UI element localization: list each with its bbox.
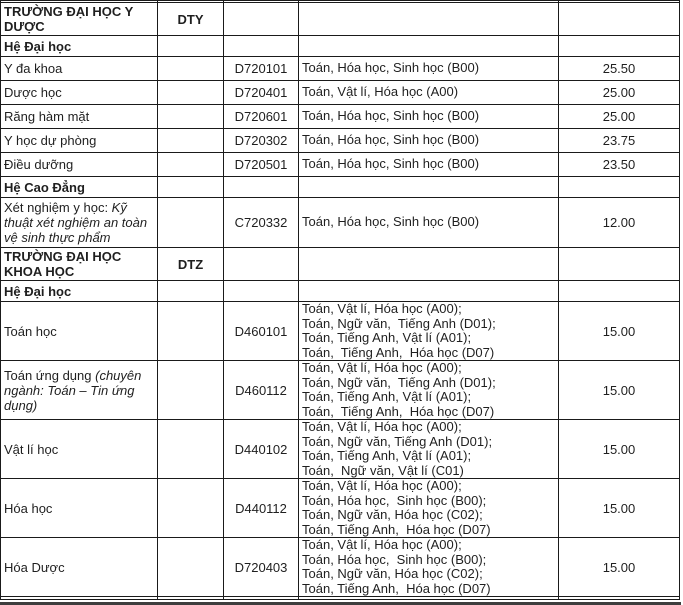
table-row-university bbox=[1, 3, 680, 36]
major-name-cell: Điều dưỡng bbox=[1, 153, 158, 177]
subject-combo-line: Toán, Ngữ văn, Hóa học (C02); bbox=[302, 507, 483, 522]
major-name-cell: Hóa học bbox=[1, 479, 158, 538]
table-row-major bbox=[1, 129, 680, 153]
subject-combo-line: Toán, Vật lí, Hóa học (A00); bbox=[302, 360, 462, 375]
subject-combos-cell bbox=[299, 538, 559, 597]
empty-cell bbox=[1, 597, 158, 600]
score-cell: 25.00 bbox=[559, 81, 680, 105]
subject-combo-line: Toán, Hóa học, Sinh học (B00) bbox=[302, 156, 480, 172]
table-row-university bbox=[1, 248, 680, 281]
major-code-cell: D460112 bbox=[224, 361, 299, 420]
score-cell: 12.00 bbox=[559, 198, 680, 248]
table-row-major bbox=[1, 57, 680, 81]
subject-combos-cell bbox=[299, 3, 559, 36]
empty-cell bbox=[559, 36, 680, 57]
subject-combo-line: Toán, Ngữ văn, Vật lí (C01) bbox=[302, 462, 464, 478]
score-cell: 25.00 bbox=[559, 105, 680, 129]
major-name-italic: (chuyên ngành: Toán – Tin ứng dụng) bbox=[4, 367, 142, 413]
major-code-cell: D720501 bbox=[224, 153, 299, 177]
university-code-cell: DTY bbox=[158, 3, 224, 36]
subject-combos-cell bbox=[299, 57, 559, 81]
major-name-cell bbox=[1, 198, 158, 248]
subject-combo-line: Toán, Hóa học, Sinh học (B00) bbox=[302, 132, 480, 148]
table-row-section bbox=[1, 177, 680, 198]
subject-combos-cell bbox=[299, 420, 559, 479]
university-code-cell bbox=[158, 81, 224, 105]
empty-cell bbox=[299, 177, 559, 198]
score-cell bbox=[559, 3, 680, 36]
table-row-section bbox=[1, 281, 680, 302]
subject-combo-line: Toán, Tiếng Anh, Vật lí (A01); bbox=[302, 448, 472, 463]
subject-combo-line: Toán, Ngữ văn, Tiếng Anh (D01); bbox=[302, 315, 496, 331]
score-cell bbox=[559, 248, 680, 281]
major-code-cell: D720302 bbox=[224, 129, 299, 153]
empty-cell bbox=[158, 281, 224, 302]
empty-cell bbox=[224, 597, 299, 600]
score-cell: 23.75 bbox=[559, 129, 680, 153]
major-code-cell: D720401 bbox=[224, 81, 299, 105]
university-name-cell: TRƯỜNG ĐẠI HỌC Y DƯỢC bbox=[1, 3, 158, 36]
table-row-cutoff-bottom bbox=[1, 597, 680, 600]
subject-combo-line: Toán, Hóa học, Sinh học (B00) bbox=[302, 60, 480, 76]
table-row-major bbox=[1, 198, 680, 248]
major-code-cell: D440102 bbox=[224, 420, 299, 479]
university-code-cell bbox=[158, 129, 224, 153]
table-row-major bbox=[1, 302, 680, 361]
subject-combo-line: Toán, Tiếng Anh, Vật lí (A01); bbox=[302, 389, 472, 404]
table-row-major bbox=[1, 361, 680, 420]
subject-combos-cell bbox=[299, 198, 559, 248]
table-row-section bbox=[1, 36, 680, 57]
empty-cell bbox=[299, 36, 559, 57]
university-code-cell: DTZ bbox=[158, 248, 224, 281]
score-cell: 15.00 bbox=[559, 302, 680, 361]
major-name-cell: Toán học bbox=[1, 302, 158, 361]
subject-combo-line: Toán, Tiếng Anh, Hóa học (D07) bbox=[302, 580, 491, 596]
subject-combo-line: Toán, Tiếng Anh, Hóa học (D07) bbox=[302, 521, 491, 537]
major-name-italic: Kỹ thuật xét nghiệm an toàn vệ sinh thực phẩm bbox=[4, 200, 148, 245]
subject-combo-line: Toán, Vật lí, Hóa học (A00); bbox=[302, 537, 462, 552]
university-code-cell bbox=[158, 538, 224, 597]
subject-combo-line: Toán, Tiếng Anh, Hóa học (D07) bbox=[302, 344, 495, 360]
table-row-major bbox=[1, 479, 680, 538]
empty-cell bbox=[158, 177, 224, 198]
major-name-cell: Y học dự phòng bbox=[1, 129, 158, 153]
subject-combo-line: Toán, Tiếng Anh, Vật lí (A01); bbox=[302, 330, 472, 345]
subject-combo-line: Toán, Ngữ văn, Hóa học (C02); bbox=[302, 566, 483, 581]
score-cell: 23.50 bbox=[559, 153, 680, 177]
subject-combo-line: Toán, Hóa học, Sinh học (B00) bbox=[302, 214, 480, 230]
subject-combo-line: Toán, Vật lí, Hóa học (A00) bbox=[302, 84, 459, 100]
section-name-cell: Hệ Đại học bbox=[1, 281, 158, 302]
university-code-cell bbox=[158, 153, 224, 177]
major-name-cell bbox=[1, 361, 158, 420]
subject-combos-cell bbox=[299, 479, 559, 538]
subject-combo-line: Toán, Ngữ văn, Tiếng Anh (D01); bbox=[302, 433, 493, 449]
table-row-major bbox=[1, 105, 680, 129]
subject-combo-line: Toán, Vật lí, Hóa học (A00); bbox=[302, 301, 462, 316]
major-code-cell: D720601 bbox=[224, 105, 299, 129]
table-row-major bbox=[1, 81, 680, 105]
subject-combos-cell bbox=[299, 129, 559, 153]
empty-cell bbox=[158, 597, 224, 600]
empty-cell bbox=[224, 36, 299, 57]
table-row-major bbox=[1, 153, 680, 177]
subject-combo-line: Toán, Hóa học, Sinh học (B00) bbox=[302, 108, 480, 124]
subject-combos-cell bbox=[299, 361, 559, 420]
score-cell: 15.00 bbox=[559, 479, 680, 538]
subject-combo-line: Toán, Vật lí, Hóa học (A00); bbox=[302, 478, 462, 493]
section-name-cell: Hệ Cao Đẳng bbox=[1, 177, 158, 198]
major-name-cell: Y đa khoa bbox=[1, 57, 158, 81]
empty-cell bbox=[224, 177, 299, 198]
subject-combos-cell bbox=[299, 81, 559, 105]
university-code-cell bbox=[158, 198, 224, 248]
university-name-cell: TRƯỜNG ĐẠI HỌC KHOA HỌC bbox=[1, 248, 158, 281]
university-code-cell bbox=[158, 479, 224, 538]
major-code-cell: D460101 bbox=[224, 302, 299, 361]
major-name-cell: Hóa Dược bbox=[1, 538, 158, 597]
subject-combo-line: Toán, Ngữ văn, Tiếng Anh (D01); bbox=[302, 374, 496, 390]
major-name-regular: Toán ứng dụng bbox=[4, 367, 96, 383]
empty-cell bbox=[559, 597, 680, 600]
subject-combos-cell bbox=[299, 248, 559, 281]
score-cell: 15.00 bbox=[559, 538, 680, 597]
university-code-cell bbox=[158, 57, 224, 81]
empty-cell bbox=[559, 177, 680, 198]
empty-cell bbox=[158, 36, 224, 57]
empty-cell bbox=[559, 281, 680, 302]
major-code-cell: C720332 bbox=[224, 198, 299, 248]
section-name-cell: Hệ Đại học bbox=[1, 36, 158, 57]
university-code-cell bbox=[158, 361, 224, 420]
empty-cell bbox=[299, 281, 559, 302]
major-code-cell: D720101 bbox=[224, 57, 299, 81]
major-code-cell bbox=[224, 3, 299, 36]
subject-combos-cell bbox=[299, 302, 559, 361]
subject-combo-line: Toán, Tiếng Anh, Hóa học (D07) bbox=[302, 403, 495, 419]
empty-cell bbox=[299, 597, 559, 600]
empty-cell bbox=[224, 281, 299, 302]
score-cell: 15.00 bbox=[559, 361, 680, 420]
subject-combo-line: Toán, Hóa học, Sinh học (B00); bbox=[302, 551, 487, 567]
table-row-major bbox=[1, 538, 680, 597]
major-name-cell: Răng hàm mặt bbox=[1, 105, 158, 129]
subject-combo-line: Toán, Hóa học, Sinh học (B00); bbox=[302, 492, 487, 508]
table-row-major bbox=[1, 420, 680, 479]
score-cell: 15.00 bbox=[559, 420, 680, 479]
major-name-regular: Xét nghiệm y học: bbox=[4, 200, 112, 215]
major-code-cell bbox=[224, 248, 299, 281]
score-cell: 25.50 bbox=[559, 57, 680, 81]
major-name-cell: Vật lí học bbox=[1, 420, 158, 479]
university-code-cell bbox=[158, 302, 224, 361]
subject-combos-cell bbox=[299, 105, 559, 129]
subject-combo-line: Toán, Vật lí, Hóa học (A00); bbox=[302, 419, 462, 434]
university-code-cell bbox=[158, 420, 224, 479]
major-name-cell: Dược học bbox=[1, 81, 158, 105]
major-code-cell: D720403 bbox=[224, 538, 299, 597]
university-code-cell bbox=[158, 105, 224, 129]
major-code-cell: D440112 bbox=[224, 479, 299, 538]
subject-combos-cell bbox=[299, 153, 559, 177]
